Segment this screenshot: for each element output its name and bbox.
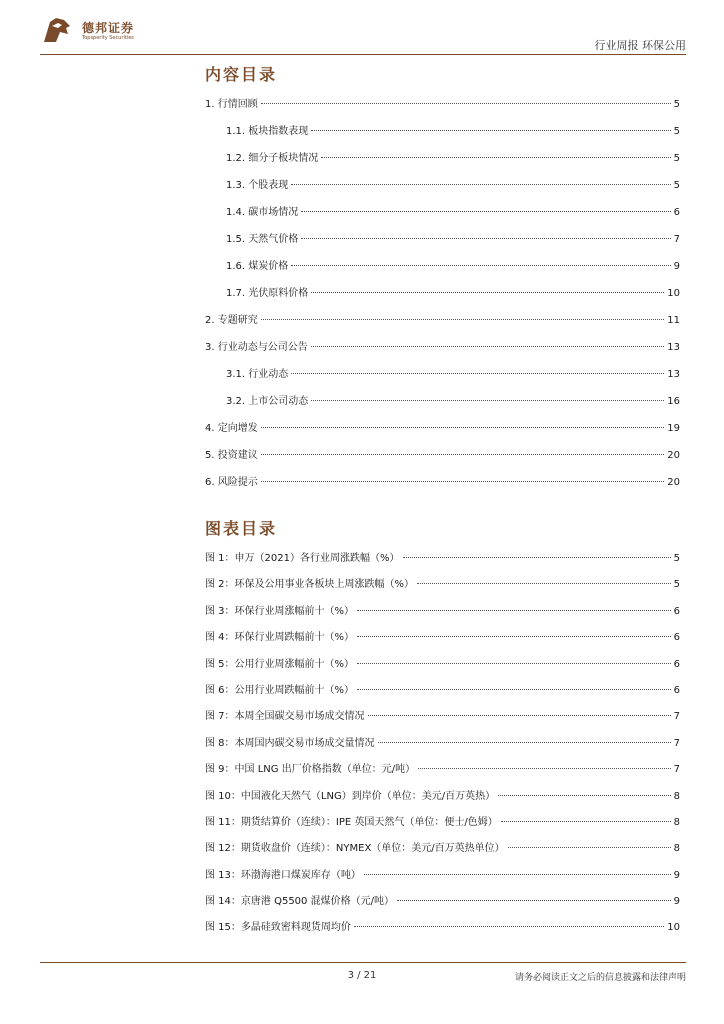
figure-entry-label: 图 3：环保行业周涨幅前十（%） <box>205 605 355 617</box>
report-category: 行业周报 环保公用 <box>594 39 686 52</box>
dot-leader <box>301 210 670 212</box>
toc-entry-page: 5 <box>673 99 680 110</box>
toc-entry-label: 1.2. 细分子板块情况 <box>226 153 319 164</box>
figure-entry-label: 图 9：中国 LNG 出厂价格指数（单位：元/吨） <box>205 764 416 776</box>
figure-entry-label: 图 8：本周国内碳交易市场成交量情况 <box>205 737 375 749</box>
figure-entry-label: 图 7：本周全国碳交易市场成交情况 <box>205 711 365 723</box>
page-number: 3 / 21 <box>347 970 377 981</box>
dot-leader <box>403 556 671 558</box>
figure-entry[interactable] <box>205 734 680 760</box>
figure-entry-label: 图 13：环渤海港口煤炭库存（吨） <box>205 869 361 881</box>
dot-leader <box>291 372 664 374</box>
figure-entry-label: 图 5：公用行业周涨幅前十（%） <box>205 658 355 670</box>
figure-entry[interactable] <box>205 892 680 918</box>
toc-entry[interactable] <box>205 122 680 149</box>
figure-entry[interactable] <box>205 918 680 944</box>
dot-leader <box>417 582 671 584</box>
figure-entry[interactable] <box>205 866 680 892</box>
toc-entry[interactable] <box>205 311 680 338</box>
toc-entry[interactable] <box>205 392 680 419</box>
dot-leader <box>354 925 664 927</box>
toc-list <box>205 95 680 500</box>
toc-entry-label: 3.2. 上市公司动态 <box>226 396 309 407</box>
footer-divider <box>40 962 686 963</box>
toc-entry-label: 1.4. 碳市场情况 <box>226 207 299 218</box>
toc-entry[interactable] <box>205 203 680 230</box>
toc-entry-page: 6 <box>673 207 680 218</box>
figure-entry-page: 8 <box>673 816 680 828</box>
dot-leader <box>261 426 665 428</box>
figure-entry[interactable] <box>205 839 680 865</box>
toc-entry-label: 1.1. 板块指数表现 <box>226 126 309 137</box>
toc-entry-label: 2. 专题研究 <box>205 315 258 326</box>
toc-entry[interactable] <box>205 149 680 176</box>
toc-entry-label: 1.6. 煤炭价格 <box>226 261 289 272</box>
figures-list <box>205 549 680 945</box>
figure-entry-label: 图 12：期货收盘价（连续）：NYMEX（单位：美元/百万英热单位） <box>205 843 505 855</box>
footer-disclaimer: 请务必阅读正文之后的信息披露和法律声明 <box>514 973 686 983</box>
logo-text-cn: 德邦证券 <box>82 21 135 35</box>
header-divider <box>40 54 686 55</box>
toc-entry-page: 10 <box>667 288 680 299</box>
toc-entry-label: 1.5. 天然气价格 <box>226 234 299 245</box>
toc-entry[interactable] <box>205 338 680 365</box>
figure-entry[interactable] <box>205 628 680 654</box>
figure-entry-page: 8 <box>673 843 680 855</box>
figure-entry-label: 图 6：公用行业周跌幅前十（%） <box>205 684 355 696</box>
dot-leader <box>357 688 671 690</box>
toc-entry[interactable] <box>205 419 680 446</box>
figure-entry[interactable] <box>205 707 680 733</box>
toc-entry[interactable] <box>205 473 680 500</box>
dot-leader <box>418 767 671 769</box>
toc-entry[interactable] <box>205 284 680 311</box>
dot-leader <box>261 453 665 455</box>
toc-entry-label: 5. 投资建议 <box>205 450 258 461</box>
figure-entry[interactable] <box>205 549 680 575</box>
figure-entry-label: 图 4：环保行业周跌幅前十（%） <box>205 632 355 644</box>
dot-leader <box>357 635 671 637</box>
toc-entry-page: 5 <box>673 126 680 137</box>
toc-entry-page: 5 <box>673 180 680 191</box>
toc-entry[interactable] <box>205 257 680 284</box>
dot-leader <box>291 183 670 185</box>
dot-leader <box>397 899 671 901</box>
toc-entry-page: 20 <box>667 450 680 461</box>
figure-entry[interactable] <box>205 681 680 707</box>
toc-entry-page: 16 <box>667 396 680 407</box>
dot-leader <box>261 480 665 482</box>
toc-entry[interactable] <box>205 446 680 473</box>
figure-entry[interactable] <box>205 760 680 786</box>
company-logo-icon <box>40 14 76 46</box>
dot-leader <box>508 846 671 848</box>
figure-entry[interactable] <box>205 813 680 839</box>
figure-entry-label: 图 11：期货结算价（连续）：IPE 英国天然气（单位：便士/色姆） <box>205 816 498 828</box>
dot-leader <box>321 156 670 158</box>
toc-entry-label: 4. 定向增发 <box>205 423 258 434</box>
toc-entry-label: 6. 风险提示 <box>205 477 258 488</box>
figure-entry-label: 图 15：多晶硅致密料现货周均价 <box>205 922 351 934</box>
toc-entry-page: 5 <box>673 153 680 164</box>
dot-leader <box>501 820 671 822</box>
toc-entry-label: 3. 行业动态与公司公告 <box>205 342 308 353</box>
toc-entry-label: 1.7. 光伏原料价格 <box>226 288 309 299</box>
figure-entry[interactable] <box>205 575 680 601</box>
figure-entry-page: 10 <box>667 922 680 934</box>
logo-text-en: Topsperity Securities <box>82 35 134 41</box>
figure-entry-page: 8 <box>673 790 680 802</box>
dot-leader <box>378 741 671 743</box>
dot-leader <box>261 318 665 320</box>
figure-entry-page: 6 <box>673 658 680 670</box>
figure-entry-page: 7 <box>673 737 680 749</box>
figure-entry-page: 6 <box>673 632 680 644</box>
toc-entry[interactable] <box>205 230 680 257</box>
figure-entry-page: 9 <box>673 896 680 908</box>
dot-leader <box>301 237 670 239</box>
figure-entry-page: 6 <box>673 684 680 696</box>
toc-entry-page: 11 <box>667 315 680 326</box>
figure-entry-label: 图 2：环保及公用事业各板块上周涨跌幅（%） <box>205 579 415 591</box>
page-header <box>40 14 686 54</box>
dot-leader <box>368 714 671 716</box>
figure-entry-label: 图 1：申万（2021）各行业周涨跌幅（%） <box>205 553 400 564</box>
toc-entry-page: 7 <box>673 234 680 245</box>
toc-entry-label: 1. 行情回顾 <box>205 99 258 110</box>
dot-leader <box>311 345 665 347</box>
dot-leader <box>357 662 671 664</box>
toc-entry-page: 13 <box>667 342 680 353</box>
dot-leader <box>291 264 670 266</box>
toc-entry-page: 20 <box>667 477 680 488</box>
toc-entry-label: 3.1. 行业动态 <box>226 369 289 380</box>
toc-entry-label: 1.3. 个股表现 <box>226 180 289 191</box>
figures-title: 图表目录 <box>205 519 278 538</box>
dot-leader <box>311 129 670 131</box>
toc-title: 内容目录 <box>205 65 278 84</box>
figure-entry-label: 图 14：京唐港 Q5500 混煤价格（元/吨） <box>205 896 394 908</box>
dot-leader <box>357 609 671 611</box>
dot-leader <box>311 291 664 293</box>
dot-leader <box>311 399 664 401</box>
figure-entry[interactable] <box>205 602 680 628</box>
dot-leader <box>364 873 671 875</box>
figure-entry-label: 图 10：中国液化天然气（LNG）到岸价（单位：美元/百万英热） <box>205 790 496 802</box>
figure-entry[interactable] <box>205 655 680 681</box>
figure-entry-page: 9 <box>673 869 680 881</box>
figure-entry-page: 7 <box>673 764 680 776</box>
figure-entry[interactable] <box>205 787 680 813</box>
toc-entry[interactable] <box>205 95 680 122</box>
figure-entry-page: 5 <box>673 553 680 564</box>
figure-entry-page: 7 <box>673 711 680 723</box>
toc-entry[interactable] <box>205 365 680 392</box>
figure-entry-page: 5 <box>673 579 680 591</box>
figure-entry-page: 6 <box>673 605 680 617</box>
dot-leader <box>261 102 671 104</box>
toc-entry[interactable] <box>205 176 680 203</box>
toc-entry-page: 19 <box>667 423 680 434</box>
dot-leader <box>498 794 671 796</box>
toc-entry-page: 9 <box>673 261 680 272</box>
toc-entry-page: 13 <box>667 369 680 380</box>
